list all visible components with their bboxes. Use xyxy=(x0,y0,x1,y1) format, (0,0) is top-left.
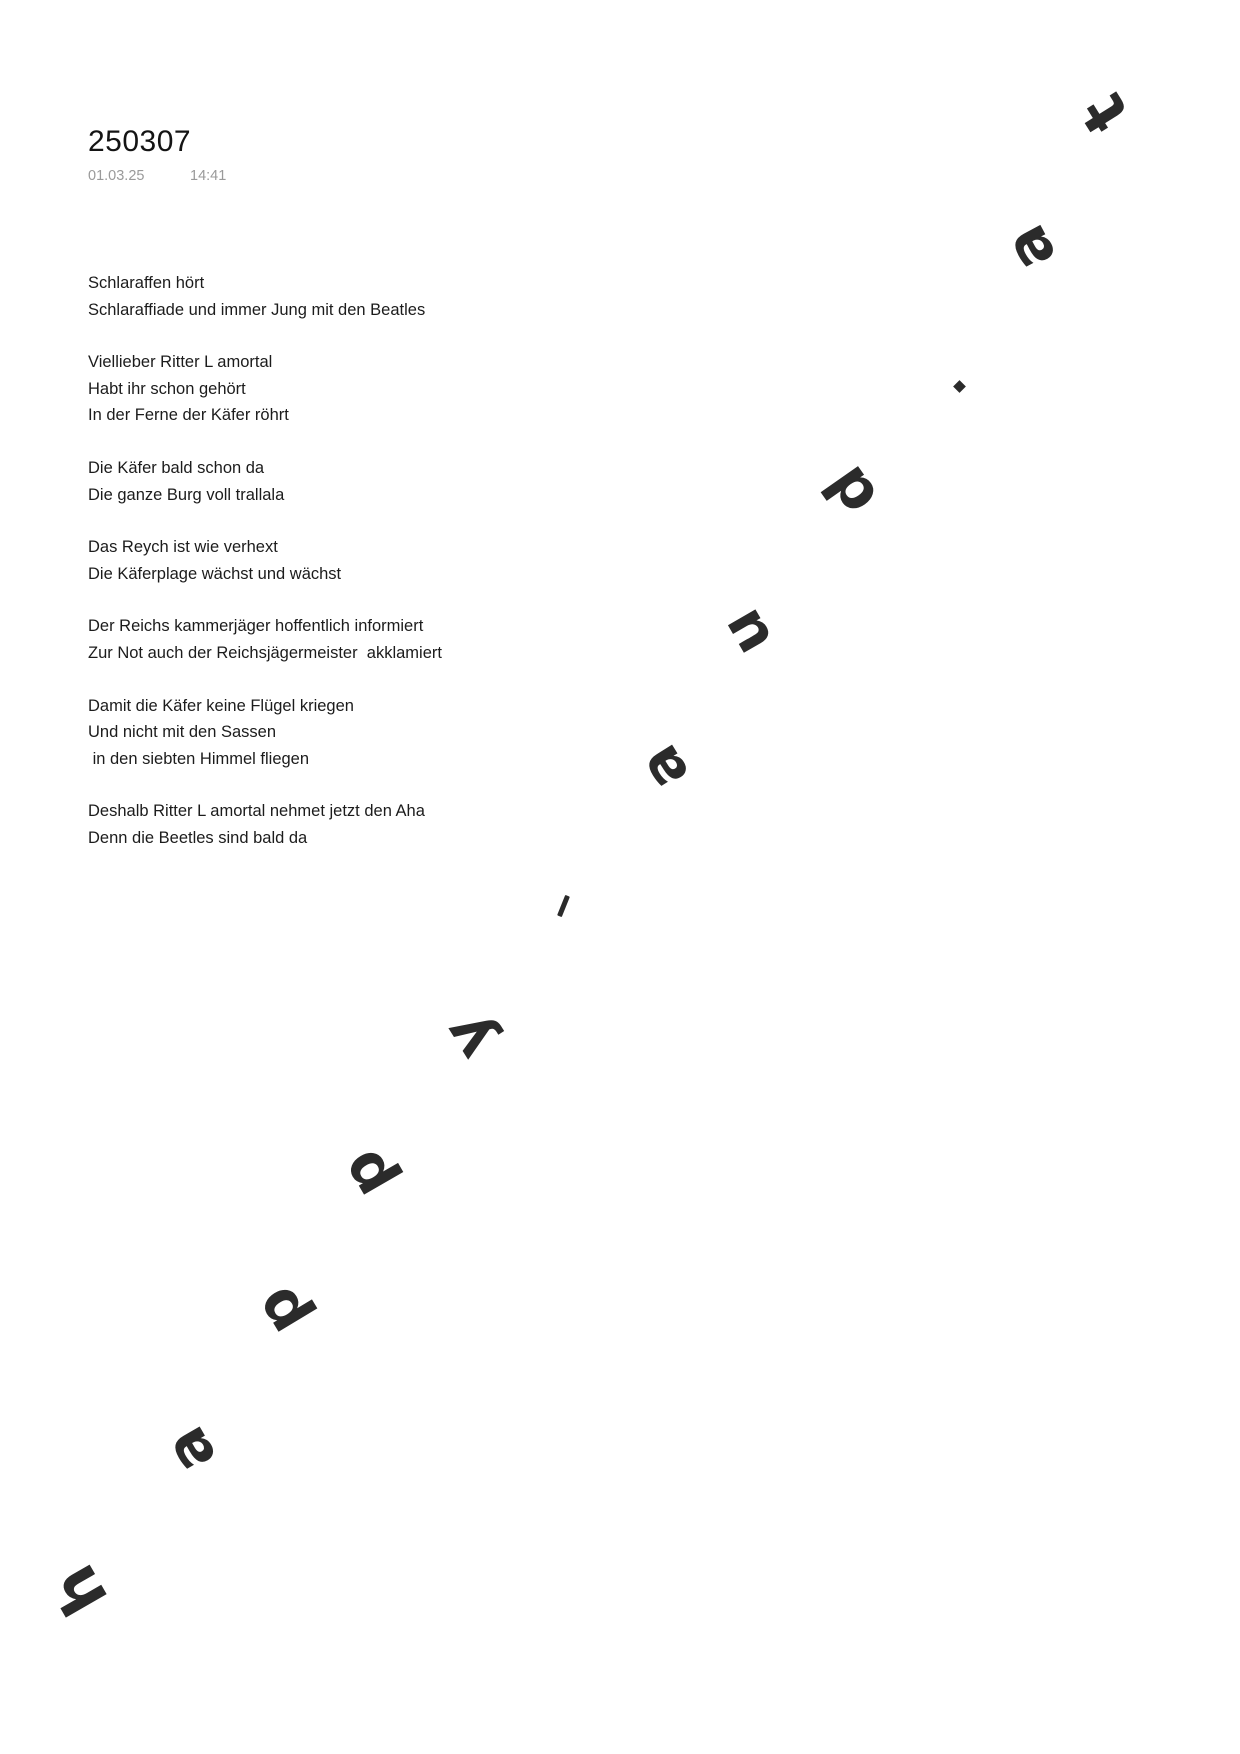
poem-stanza xyxy=(88,693,728,773)
decorative-letter-a: a xyxy=(623,733,703,803)
document-time: 14:41 xyxy=(190,168,227,184)
poem-line: Zur Not auch der Reichsjägermeister akklamiert xyxy=(88,643,442,662)
document-date: 01.03.25 xyxy=(88,168,145,184)
poem-body xyxy=(88,270,728,878)
poem-line: Habt ihr schon gehört xyxy=(88,379,246,398)
decorative-letter-a: a xyxy=(149,1414,231,1486)
decorative-letter-p: p xyxy=(325,1137,409,1211)
poem-stanza xyxy=(88,534,728,587)
page-title: 250307 xyxy=(88,125,192,158)
decorative-letter-a: a xyxy=(989,213,1071,283)
poem-line: Schlaraffiade und immer Jung mit den Beatles xyxy=(88,300,426,319)
decorative-letter-y: y xyxy=(428,1001,510,1073)
poem-stanza xyxy=(88,613,728,666)
decorative-tick-mark xyxy=(557,895,570,917)
poem-line: Viellieber Ritter L amortal xyxy=(88,353,273,372)
poem-line: Und nicht mit den Sassen xyxy=(88,723,277,742)
decorative-dot-mark xyxy=(953,380,966,393)
decorative-letter-h: h xyxy=(36,1552,123,1628)
decorative-letter-d: d xyxy=(810,453,892,529)
poem-stanza xyxy=(88,798,728,851)
poem-line: in den siebten Himmel fliegen xyxy=(88,749,310,768)
poem-line: Denn die Beetles sind bald da xyxy=(88,828,308,847)
poem-line: Das Reych ist wie verhext xyxy=(88,538,278,557)
decorative-letter-u: u xyxy=(706,598,786,668)
poem-line: Die ganze Burg voll trallala xyxy=(88,485,285,504)
poem-stanza xyxy=(88,349,728,429)
decorative-letter-p: p xyxy=(239,1274,323,1348)
document-meta xyxy=(88,168,226,184)
poem-line: In der Ferne der Käfer röhrt xyxy=(88,406,289,425)
poem-line: Der Reichs kammerjäger hoffentlich informiert xyxy=(88,617,424,636)
poem-stanza xyxy=(88,455,728,508)
poem-line: Die Käfer bald schon da xyxy=(88,458,265,477)
poem-stanza xyxy=(88,270,728,323)
poem-line: Die Käferplage wächst und wächst xyxy=(88,564,342,583)
document-header xyxy=(88,125,226,184)
poem-line: Deshalb Ritter L amortal nehmet jetzt den Aha xyxy=(88,802,425,821)
decorative-letter-t: t xyxy=(1065,81,1144,146)
poem-line: Damit die Käfer keine Flügel kriegen xyxy=(88,696,354,715)
poem-line: Schlaraffen hört xyxy=(88,274,205,292)
